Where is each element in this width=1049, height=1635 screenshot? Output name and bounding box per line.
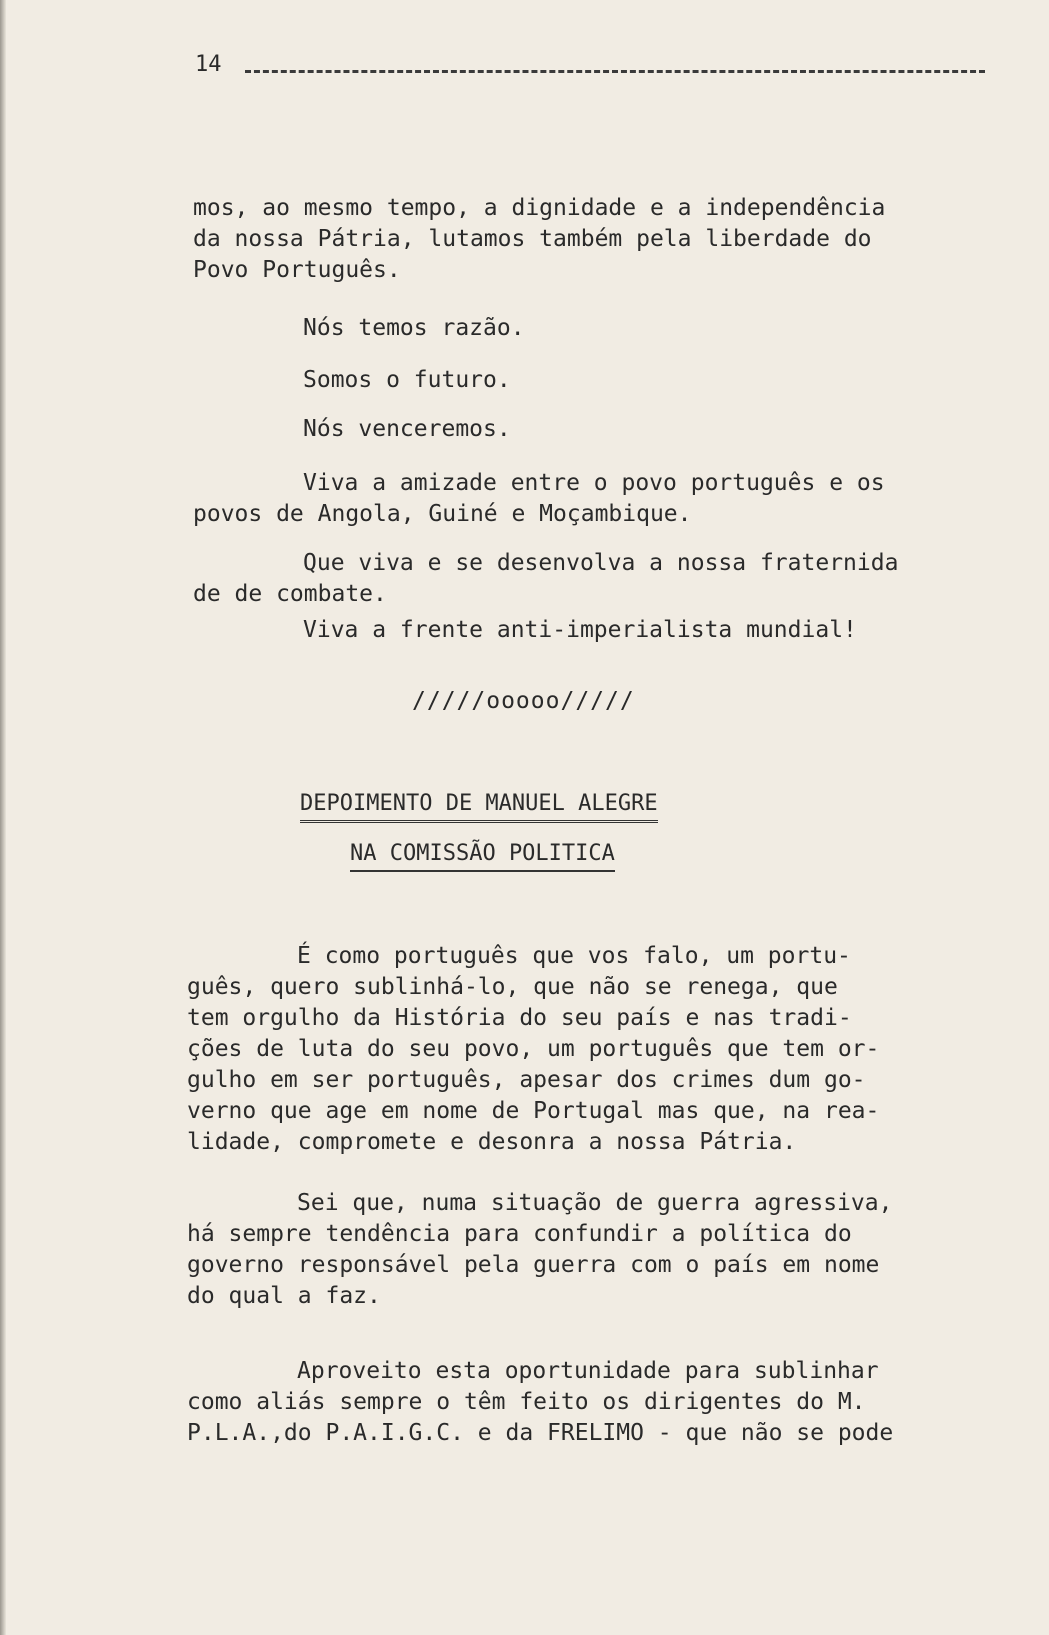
testimony-paragraph-1: É como português que vos falo, um portu- guês, quero sublinhá-lo, que não se renega, que tem orgulho da História do seu país e nas tradi- ções de luta do seu povo, um português que tem or- gulho em ser português, apesar dos crimes dum go- verno que age em nome de Portugal mas que, na rea- lidade, compromete e desonra a nossa Pátria.	[187, 943, 880, 1155]
slogan-line: Nós temos razão.	[303, 315, 525, 341]
page-header	[195, 52, 985, 82]
text-line: mos, ao mesmo tempo, a dignidade e a independência	[193, 195, 886, 221]
text-line: da nossa Pátria, lutamos também pela liberdade do	[193, 226, 872, 252]
slogan-line: Nós venceremos.	[303, 416, 511, 442]
opening-paragraph	[193, 193, 983, 286]
text-line: Povo Português.	[193, 257, 401, 283]
amizade-paragraph: Viva a amizade entre o povo português e os povos de Angola, Guiné e Moçambique.	[193, 470, 885, 527]
section-title: DEPOIMENTO DE MANUEL ALEGRE	[300, 790, 658, 823]
header-dashed-rule	[245, 70, 985, 73]
frente-line: Viva a frente anti-imperialista mundial!	[303, 617, 857, 643]
page-edge-shadow	[0, 0, 6, 1635]
fraternidade-paragraph: Que viva e se desenvolva a nossa fraternida de de combate.	[193, 550, 899, 607]
section-subtitle: NA COMISSÃO POLITICA	[350, 840, 615, 872]
slogan-line: Somos o futuro.	[303, 367, 511, 393]
section-separator: /////ooooo/////	[412, 688, 635, 714]
testimony-paragraph-3: Aproveito esta oportunidade para sublinhar como aliás sempre o têm feito os dirigentes do M. P.L.A.,do P.A.I.G.C. e da FRELIMO - que não se pode	[187, 1358, 894, 1446]
page-number: 14	[195, 52, 222, 77]
testimony-paragraph-2: Sei que, numa situação de guerra agressiva, há sempre tendência para confundir a política do governo responsável pela guerra com o país em nome do qual a faz.	[187, 1190, 893, 1309]
